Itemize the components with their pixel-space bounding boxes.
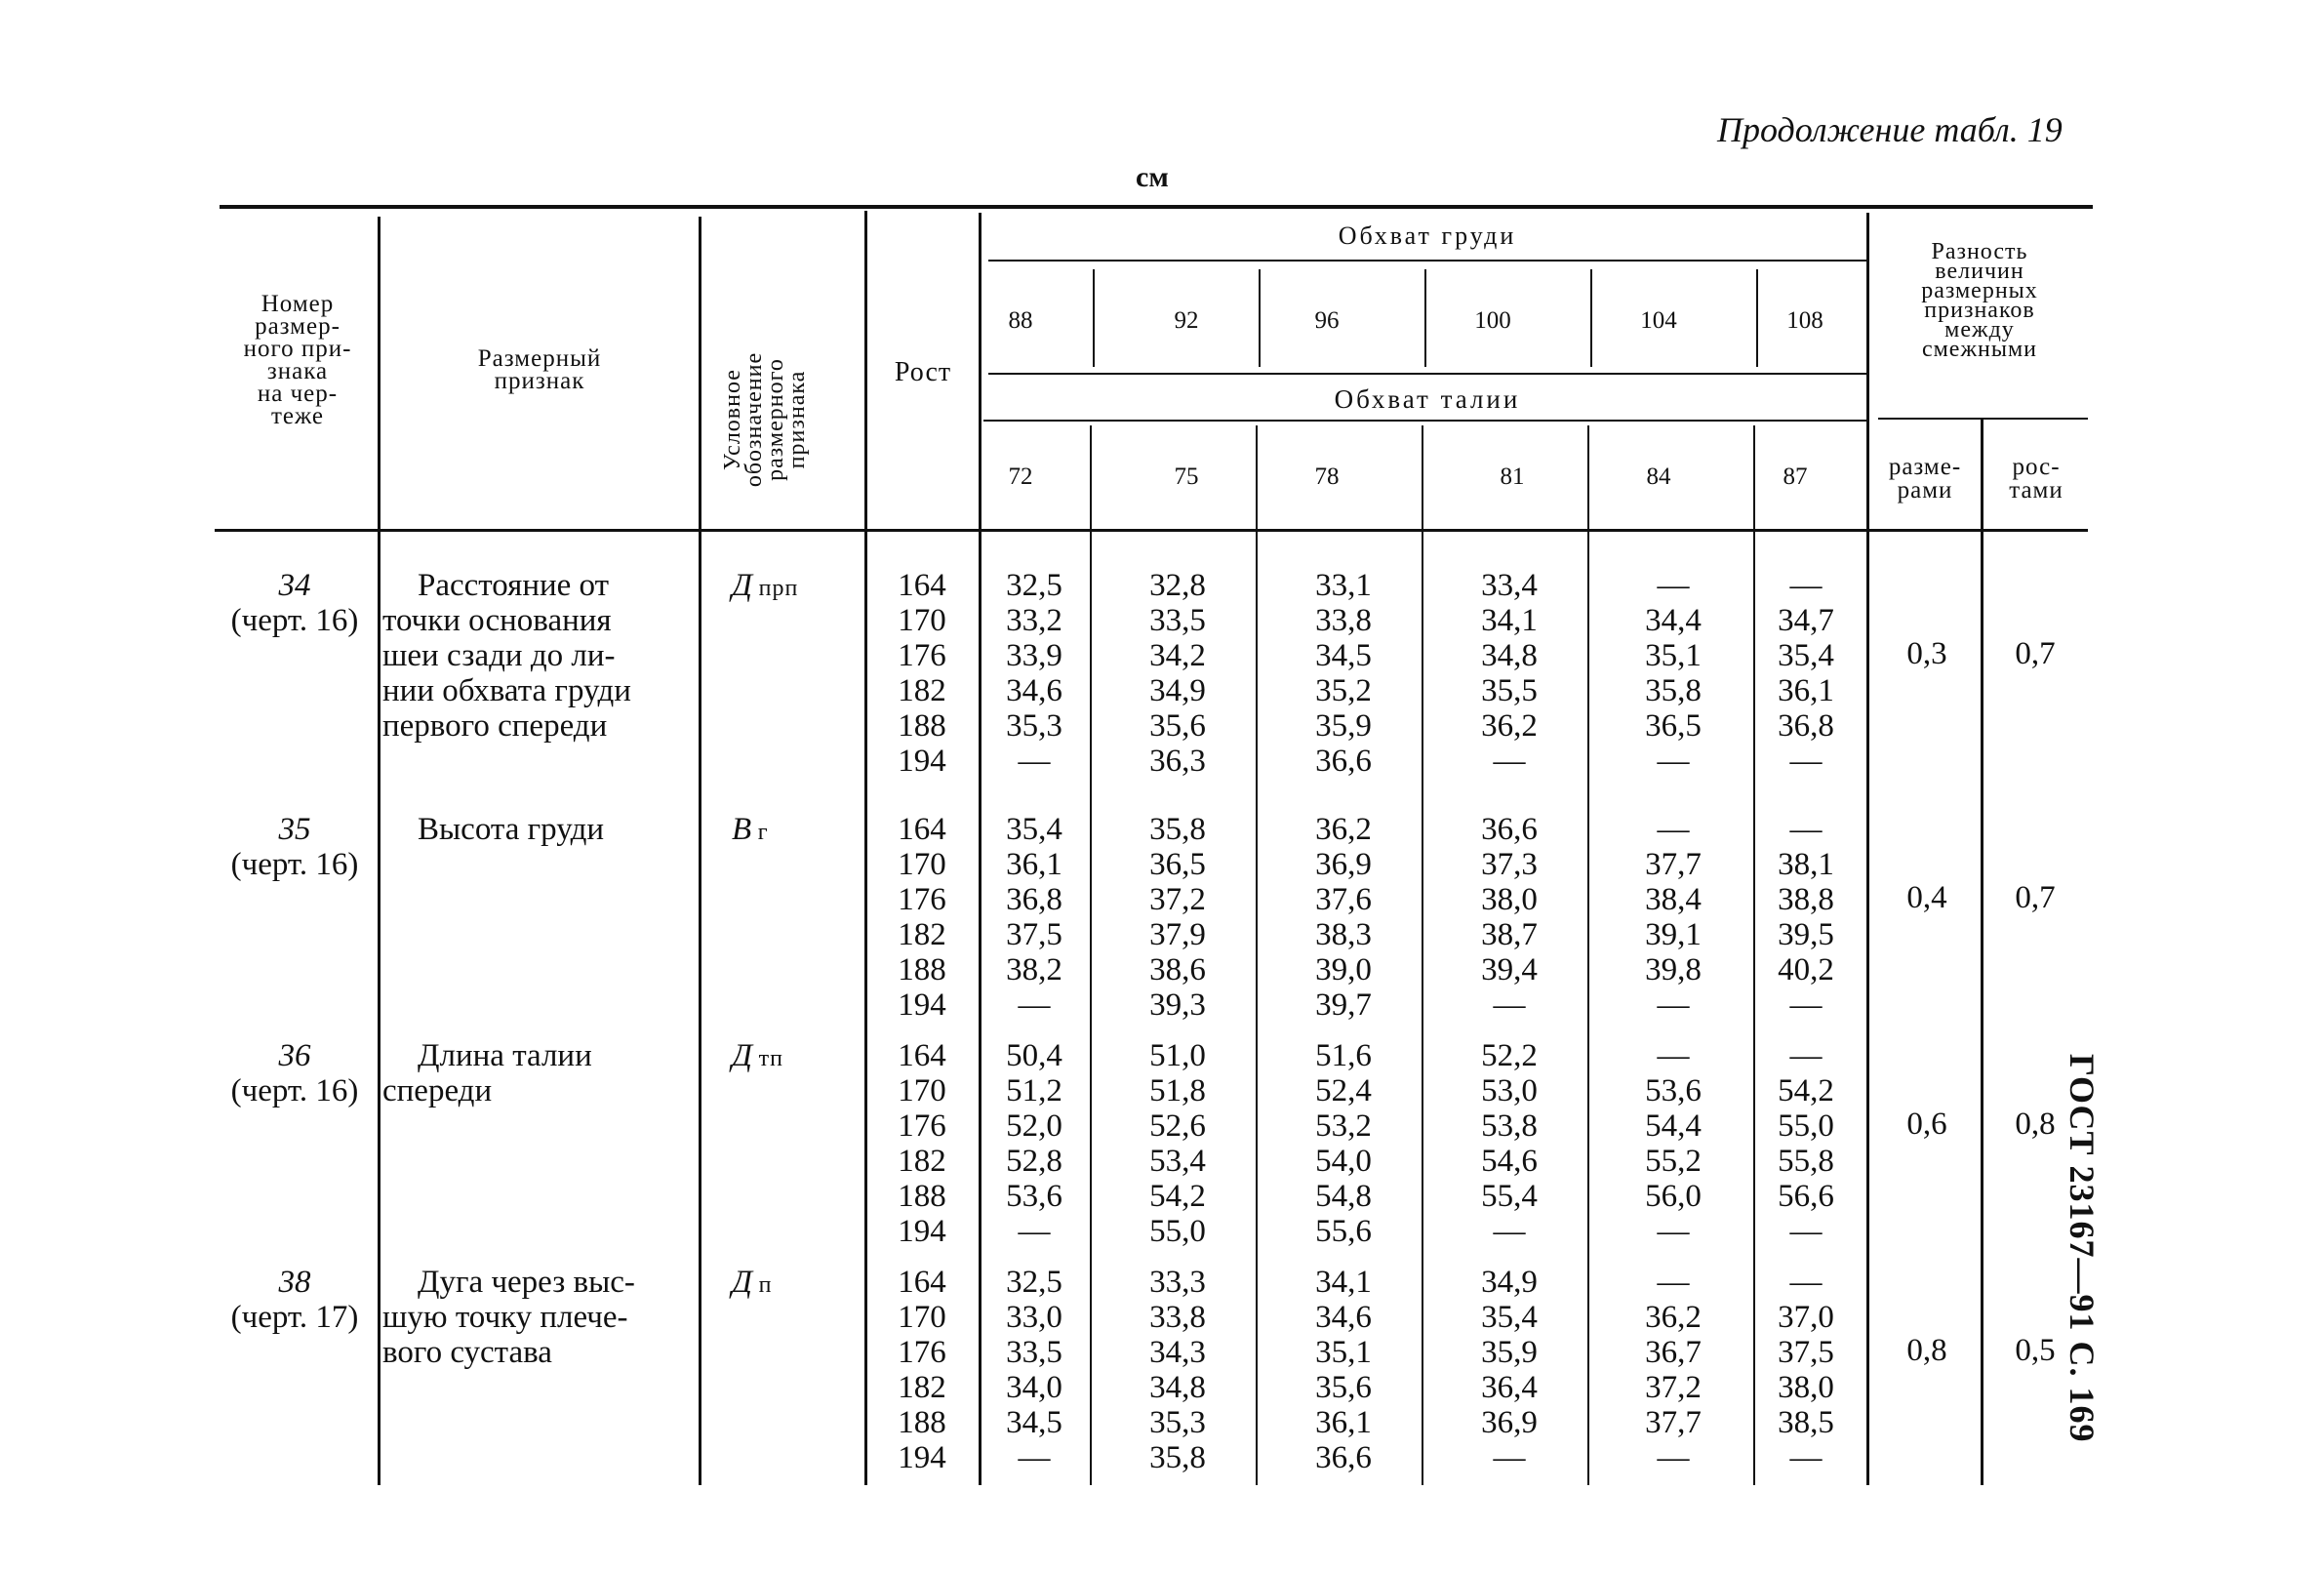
value-cell: 35,6 (1149, 708, 1206, 744)
row-feature (382, 568, 631, 744)
row-feature (382, 812, 604, 847)
value-cell: 36,8 (1006, 882, 1062, 917)
chest-divider (1756, 269, 1758, 367)
diff-sizes-cell: 0,6 (1906, 1107, 1947, 1142)
value-cell: 53,4 (1149, 1144, 1206, 1179)
value-cell: 55,8 (1778, 1144, 1834, 1179)
value-column (1624, 1265, 1722, 1475)
value-cell: 38,4 (1645, 882, 1702, 917)
height-cell: 194 (898, 987, 946, 1023)
value-column (985, 1265, 1083, 1475)
row-number (217, 1265, 373, 1335)
value-cell: 36,2 (1481, 708, 1538, 744)
value-cell: — (1789, 1214, 1823, 1249)
height-cell: 182 (898, 1370, 946, 1405)
value-cell: — (1789, 1265, 1823, 1300)
table-top-rule (220, 205, 2093, 209)
value-column (1129, 1265, 1226, 1475)
value-cell: — (1789, 812, 1823, 847)
value-cell: — (1657, 812, 1690, 847)
height-cell: 194 (898, 744, 946, 779)
value-cell: 38,7 (1481, 917, 1538, 952)
value-cell: 35,8 (1645, 673, 1702, 708)
chest-value: 108 (1786, 307, 1823, 334)
value-cell: — (1018, 1440, 1051, 1475)
row-feature-line: спереди (382, 1073, 493, 1108)
row-symbol (732, 812, 769, 848)
row-symbol-subscript: прп (758, 576, 799, 601)
divider-height-values (979, 213, 982, 1485)
height-cell: 164 (898, 812, 946, 847)
waist-value: 81 (1500, 463, 1525, 490)
value-cell: 38,5 (1778, 1405, 1834, 1440)
row-symbol (732, 1038, 783, 1074)
table-caption: Продолжение табл. 19 (1717, 110, 2063, 149)
value-cell: 55,4 (1481, 1179, 1538, 1214)
row-symbol-letter: В (732, 812, 752, 847)
value-cell: 35,5 (1481, 673, 1538, 708)
value-cell: 39,0 (1315, 952, 1372, 987)
diff-sizes-cell: 0,8 (1906, 1333, 1947, 1368)
value-cell: 52,4 (1315, 1073, 1372, 1108)
value-cell: 39,4 (1481, 952, 1538, 987)
value-column (1461, 568, 1558, 779)
value-cell: 52,6 (1149, 1108, 1206, 1144)
value-cell: 38,8 (1778, 882, 1834, 917)
value-column (1295, 1265, 1392, 1475)
value-cell: — (1493, 1214, 1526, 1249)
row-number-value: 34 (278, 568, 311, 603)
value-cell: 54,2 (1778, 1073, 1834, 1108)
value-cell: 36,3 (1149, 744, 1206, 779)
row-heights (873, 812, 971, 1023)
value-column (1129, 1038, 1226, 1249)
value-cell: 37,7 (1645, 1405, 1702, 1440)
value-cell: 36,7 (1645, 1335, 1702, 1370)
divider-symbol-height (864, 211, 867, 1485)
header-diff-sizes: разме- рами (1888, 454, 1962, 504)
value-cell: 37,2 (1645, 1370, 1702, 1405)
value-cell: — (1789, 1440, 1823, 1475)
divider-values-diff (1866, 213, 1869, 1485)
value-cell: — (1789, 744, 1823, 779)
value-cell: 34,6 (1315, 1300, 1372, 1335)
value-cell: 38,2 (1006, 952, 1062, 987)
row-heights (873, 1038, 971, 1249)
value-cell: 34,3 (1149, 1335, 1206, 1370)
value-cell: — (1657, 987, 1690, 1023)
row-feature-line: вого сустава (382, 1335, 552, 1370)
value-cell: 35,1 (1315, 1335, 1372, 1370)
value-cell: — (1789, 1038, 1823, 1073)
value-cell: 37,9 (1149, 917, 1206, 952)
value-cell: — (1657, 1440, 1690, 1475)
value-cell: 36,6 (1481, 812, 1538, 847)
height-cell: 194 (898, 1440, 946, 1475)
value-cell: 37,7 (1645, 847, 1702, 882)
height-cell: 164 (898, 1265, 946, 1300)
value-column (1624, 568, 1722, 779)
waist-label-bottom-rule (983, 420, 1866, 422)
value-cell: 39,8 (1645, 952, 1702, 987)
value-cell: — (1493, 744, 1526, 779)
row-heights (873, 1265, 971, 1475)
value-cell: 38,6 (1149, 952, 1206, 987)
value-cell: 56,0 (1645, 1179, 1702, 1214)
value-cell: 38,0 (1481, 882, 1538, 917)
row-feature-line: шеи сзади до ли- (382, 638, 616, 673)
value-column (1757, 812, 1855, 1023)
value-cell: 55,2 (1645, 1144, 1702, 1179)
value-cell: — (1493, 987, 1526, 1023)
value-cell: 52,0 (1006, 1108, 1062, 1144)
value-cell: 32,8 (1149, 568, 1206, 603)
height-cell: 194 (898, 1214, 946, 1249)
value-cell: 36,5 (1645, 708, 1702, 744)
chest-divider (1590, 269, 1592, 367)
divider-feature-symbol (699, 217, 701, 1485)
value-cell: 34,0 (1006, 1370, 1062, 1405)
value-cell: 40,2 (1778, 952, 1834, 987)
value-cell: — (1789, 568, 1823, 603)
chest-value: 92 (1174, 307, 1199, 334)
value-cell: 33,4 (1481, 568, 1538, 603)
value-cell: 37,0 (1778, 1300, 1834, 1335)
row-feature (382, 1038, 592, 1108)
row-number (217, 1038, 373, 1108)
waist-value: 72 (1008, 463, 1033, 490)
value-cell: 51,0 (1149, 1038, 1206, 1073)
header-feature: Размерный признак (477, 345, 602, 394)
value-cell: — (1657, 1265, 1690, 1300)
value-cell: 34,1 (1315, 1265, 1372, 1300)
value-column (985, 812, 1083, 1023)
row-number-value: 36 (278, 1038, 311, 1073)
row-feature-line: первого спереди (382, 708, 608, 744)
chest-value: 96 (1314, 307, 1340, 334)
row-symbol-subscript: п (758, 1272, 773, 1298)
value-cell: 33,8 (1315, 603, 1372, 638)
row-feature-line: нии обхвата груди (382, 673, 631, 708)
value-cell: — (1657, 568, 1690, 603)
row-heights (873, 568, 971, 779)
value-cell: 35,8 (1149, 812, 1206, 847)
value-cell: 35,4 (1481, 1300, 1538, 1335)
diff-heights-cell: 0,8 (2015, 1107, 2056, 1142)
value-cell: 51,6 (1315, 1038, 1372, 1073)
value-column (1757, 568, 1855, 779)
value-cell: — (1657, 1214, 1690, 1249)
value-cell: — (1789, 987, 1823, 1023)
value-column (1624, 812, 1722, 1023)
value-cell: 52,8 (1006, 1144, 1062, 1179)
value-cell: 35,4 (1778, 638, 1834, 673)
value-cell: 37,5 (1006, 917, 1062, 952)
value-column (985, 568, 1083, 779)
height-cell: 176 (898, 882, 946, 917)
value-cell: 52,2 (1481, 1038, 1538, 1073)
value-column-divider (1256, 425, 1258, 1485)
value-cell: 35,6 (1315, 1370, 1372, 1405)
value-column (1624, 1038, 1722, 1249)
value-cell: — (1493, 1440, 1526, 1475)
value-cell: 36,1 (1006, 847, 1062, 882)
diff-subheader-rule (1878, 418, 2088, 420)
value-cell: 39,5 (1778, 917, 1834, 952)
header-chest: Обхват груди (1338, 222, 1517, 250)
chest-divider (1424, 269, 1426, 367)
waist-value: 75 (1174, 463, 1199, 490)
value-cell: 51,2 (1006, 1073, 1062, 1108)
row-feature-line: Высота груди (418, 812, 605, 847)
value-cell: 35,2 (1315, 673, 1372, 708)
value-cell: 33,8 (1149, 1300, 1206, 1335)
header-diff: Разность величин размерных признаков между смежными (1921, 239, 2038, 362)
height-cell: 182 (898, 673, 946, 708)
value-cell: 36,1 (1778, 673, 1834, 708)
value-column (1295, 812, 1392, 1023)
value-cell: 35,1 (1645, 638, 1702, 673)
row-feature (382, 1265, 635, 1370)
row-feature-line: Длина талии (418, 1038, 592, 1073)
height-cell: 164 (898, 568, 946, 603)
row-number (217, 568, 373, 638)
value-cell: 37,6 (1315, 882, 1372, 917)
value-column-divider (1753, 425, 1755, 1485)
value-cell: 34,8 (1149, 1370, 1206, 1405)
value-cell: 37,5 (1778, 1335, 1834, 1370)
value-column (1757, 1265, 1855, 1475)
value-cell: 53,6 (1006, 1179, 1062, 1214)
diff-sizes-cell: 0,4 (1906, 880, 1947, 915)
value-column-divider (1090, 425, 1092, 1485)
value-cell: 36,9 (1481, 1405, 1538, 1440)
waist-label-top-rule (988, 373, 1866, 375)
value-cell: 54,4 (1645, 1108, 1702, 1144)
value-cell: 33,3 (1149, 1265, 1206, 1300)
row-drawing-ref: (черт. 16) (230, 1073, 359, 1108)
value-cell: 55,6 (1315, 1214, 1372, 1249)
value-column (1757, 1038, 1855, 1249)
header-diff-heights: рос- тами (2009, 454, 2064, 504)
divider-number-feature (378, 217, 381, 1485)
row-symbol (732, 568, 798, 604)
value-cell: 33,5 (1006, 1335, 1062, 1370)
value-cell: 34,2 (1149, 638, 1206, 673)
value-column-divider (1587, 425, 1589, 1485)
value-cell: — (1018, 744, 1051, 779)
value-cell: 37,3 (1481, 847, 1538, 882)
value-cell: — (1657, 744, 1690, 779)
value-cell: 55,0 (1778, 1108, 1834, 1144)
value-column (1461, 1265, 1558, 1475)
value-cell: 36,6 (1315, 1440, 1372, 1475)
row-number-value: 35 (278, 812, 311, 847)
row-symbol (732, 1265, 772, 1301)
header-bottom-rule (215, 529, 2088, 532)
value-cell: 54,0 (1315, 1144, 1372, 1179)
height-cell: 188 (898, 708, 946, 744)
value-cell: 50,4 (1006, 1038, 1062, 1073)
row-number (217, 812, 373, 882)
chest-value: 100 (1474, 307, 1511, 334)
height-cell: 188 (898, 952, 946, 987)
value-column (1129, 568, 1226, 779)
value-column (1295, 568, 1392, 779)
value-cell: 32,5 (1006, 1265, 1062, 1300)
row-symbol-subscript: тп (758, 1046, 783, 1071)
value-cell: 38,0 (1778, 1370, 1834, 1405)
chest-divider (1259, 269, 1261, 367)
row-symbol-letter: Д (732, 568, 752, 603)
value-cell: 35,3 (1149, 1405, 1206, 1440)
row-feature-line: точки основания (382, 603, 612, 638)
height-cell: 164 (898, 1038, 946, 1073)
value-cell: 36,2 (1645, 1300, 1702, 1335)
value-cell: 35,3 (1006, 708, 1062, 744)
row-symbol-subscript: г (757, 820, 769, 845)
diff-heights-cell: 0,7 (2015, 880, 2056, 915)
value-cell: 34,4 (1645, 603, 1702, 638)
chest-label-rule (988, 260, 1866, 262)
value-cell: 35,4 (1006, 812, 1062, 847)
value-cell: 33,2 (1006, 603, 1062, 638)
value-cell: 36,5 (1149, 847, 1206, 882)
value-cell: 36,6 (1315, 744, 1372, 779)
chest-value: 88 (1008, 307, 1033, 334)
value-cell: 37,2 (1149, 882, 1206, 917)
value-cell: 53,2 (1315, 1108, 1372, 1144)
chest-value: 104 (1640, 307, 1677, 334)
waist-value: 87 (1783, 463, 1808, 490)
value-cell: 36,2 (1315, 812, 1372, 847)
value-cell: 51,8 (1149, 1073, 1206, 1108)
value-cell: 35,8 (1149, 1440, 1206, 1475)
value-cell: 34,9 (1149, 673, 1206, 708)
value-cell: 34,7 (1778, 603, 1834, 638)
row-symbol-letter: Д (732, 1038, 752, 1073)
waist-value: 78 (1314, 463, 1340, 490)
height-cell: 182 (898, 1144, 946, 1179)
value-cell: 36,8 (1778, 708, 1834, 744)
value-cell: 34,5 (1006, 1405, 1062, 1440)
height-cell: 170 (898, 603, 946, 638)
row-drawing-ref: (черт. 16) (230, 603, 359, 638)
value-cell: 34,1 (1481, 603, 1538, 638)
value-cell: 53,6 (1645, 1073, 1702, 1108)
height-cell: 176 (898, 1335, 946, 1370)
value-cell: 55,0 (1149, 1214, 1206, 1249)
value-column-divider (1422, 425, 1423, 1485)
value-cell: 35,9 (1481, 1335, 1538, 1370)
diff-heights-cell: 0,7 (2015, 636, 2056, 671)
value-cell: 34,5 (1315, 638, 1372, 673)
value-cell: 33,1 (1315, 568, 1372, 603)
value-cell: 34,9 (1481, 1265, 1538, 1300)
value-cell: 33,5 (1149, 603, 1206, 638)
row-feature-line: Расстояние от (418, 568, 610, 603)
waist-value: 84 (1646, 463, 1671, 490)
header-number: Номер размер- ного при- знака на чер- теже (243, 291, 352, 429)
height-cell: 188 (898, 1179, 946, 1214)
divider-diff-sizes-heights (1981, 420, 1983, 1485)
row-feature-line: Дуга через выс- (418, 1265, 635, 1300)
value-cell: 33,0 (1006, 1300, 1062, 1335)
value-cell: 39,7 (1315, 987, 1372, 1023)
value-cell: — (1018, 987, 1051, 1023)
height-cell: 182 (898, 917, 946, 952)
value-column (1129, 812, 1226, 1023)
value-cell: 36,9 (1315, 847, 1372, 882)
value-cell: 54,2 (1149, 1179, 1206, 1214)
value-cell: 35,9 (1315, 708, 1372, 744)
diff-heights-cell: 0,5 (2015, 1333, 2056, 1368)
height-cell: 170 (898, 847, 946, 882)
value-cell: 39,1 (1645, 917, 1702, 952)
value-column (1461, 812, 1558, 1023)
value-column (1295, 1038, 1392, 1249)
value-cell: 33,9 (1006, 638, 1062, 673)
value-column (1461, 1038, 1558, 1249)
row-drawing-ref: (черт. 16) (230, 847, 359, 882)
row-symbol-letter: Д (732, 1265, 752, 1300)
height-cell: 176 (898, 638, 946, 673)
unit-label: см (1136, 161, 1169, 193)
value-column (985, 1038, 1083, 1249)
value-cell: 38,3 (1315, 917, 1372, 952)
value-cell: 53,0 (1481, 1073, 1538, 1108)
value-cell: 36,1 (1315, 1405, 1372, 1440)
value-cell: 54,6 (1481, 1144, 1538, 1179)
value-cell: 53,8 (1481, 1108, 1538, 1144)
chest-divider (1093, 269, 1095, 367)
value-cell: — (1018, 1214, 1051, 1249)
value-cell: — (1657, 1038, 1690, 1073)
value-cell: 34,6 (1006, 673, 1062, 708)
row-feature-line: шую точку плече- (382, 1300, 628, 1335)
height-cell: 188 (898, 1405, 946, 1440)
row-drawing-ref: (черт. 17) (230, 1300, 359, 1335)
value-cell: 54,8 (1315, 1179, 1372, 1214)
value-cell: 32,5 (1006, 568, 1062, 603)
value-cell: 39,3 (1149, 987, 1206, 1023)
value-cell: 34,8 (1481, 638, 1538, 673)
header-height: Рост (894, 357, 952, 387)
value-cell: 56,6 (1778, 1179, 1834, 1214)
height-cell: 176 (898, 1108, 946, 1144)
diff-sizes-cell: 0,3 (1906, 636, 1947, 671)
height-cell: 170 (898, 1073, 946, 1108)
value-cell: 38,1 (1778, 847, 1834, 882)
height-cell: 170 (898, 1300, 946, 1335)
value-cell: 36,4 (1481, 1370, 1538, 1405)
row-number-value: 38 (278, 1265, 311, 1300)
header-waist: Обхват талии (1334, 384, 1521, 414)
